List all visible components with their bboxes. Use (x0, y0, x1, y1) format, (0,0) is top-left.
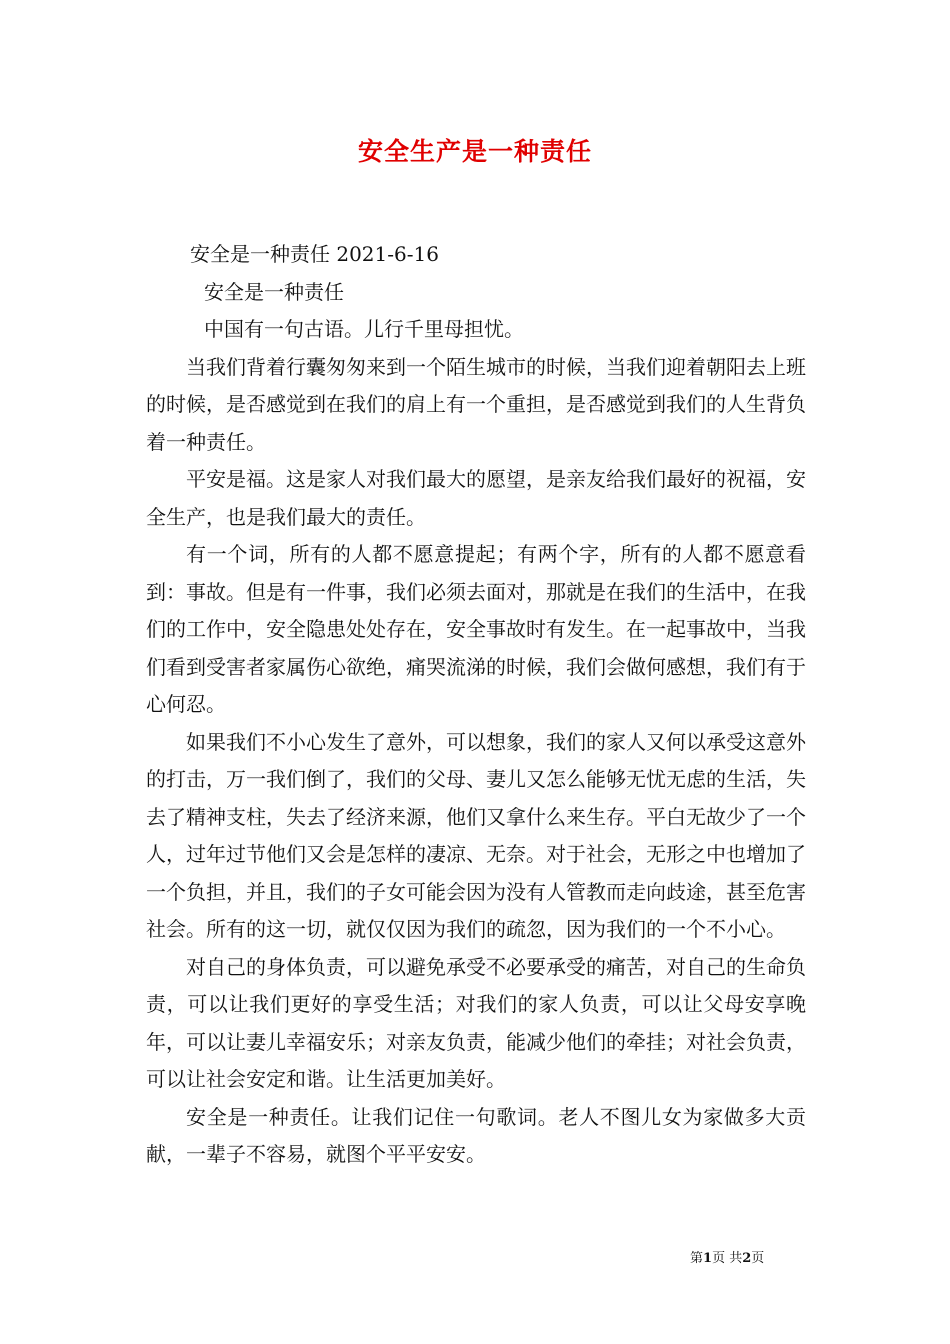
footer-prefix: 第 (690, 1251, 704, 1266)
footer-total-pages: 2 (742, 1251, 752, 1266)
paragraph: 有一个词，所有的人都不愿意提起；有两个字，所有的人都不愿意看到：事故。但是有一件事，我们必须去面对，那就是在我们的生活中，在我们的工作中，安全隐患处处存在，安全事故时有发生。在一起事故中，当我们看到受害者家属伤心欲绝，痛哭流涕的时候，我们会做何感想，我们有于心何忍。 (146, 542, 806, 716)
paragraph-date-line: 安全是一种责任 2021-6-16 (190, 242, 439, 266)
paragraph-subtitle: 安全是一种责任 (204, 279, 344, 304)
footer-middle: 页 共 (712, 1251, 743, 1266)
footer-current-page: 1 (703, 1251, 713, 1266)
paragraph: 安全是一种责任。让我们记住一句歌词。老人不图儿女为家做多大贡献，一辈子不容易，就图个平平安安。 (146, 1104, 806, 1166)
document-body (146, 236, 806, 1174)
document-title: 安全生产是一种责任 (357, 137, 592, 166)
paragraph: 平安是福。这是家人对我们最大的愿望，是亲友给我们最好的祝福，安全生产，也是我们最大的责任。 (146, 467, 806, 529)
page-footer (690, 1247, 764, 1266)
paragraph-proverb: 中国有一句古语。儿行千里母担忧。 (204, 317, 524, 341)
paragraph: 当我们背着行囊匆匆来到一个陌生城市的时候，当我们迎着朝阳去上班的时候，是否感觉到在我们的肩上有一个重担，是否感觉到我们的人生背负着一种责任。 (146, 354, 806, 454)
footer-suffix: 页 (751, 1251, 765, 1266)
paragraph: 对自己的身体负责，可以避免承受不必要承受的痛苦，对自己的生命负责，可以让我们更好的享受生活；对我们的家人负责，可以让父母安享晚年，可以让妻儿幸福安乐；对亲友负责，能减少他们的牵挂；对社会负责，可以让社会安定和谐。让生活更加美好。 (146, 954, 806, 1091)
paragraph: 如果我们不小心发生了意外，可以想象，我们的家人又何以承受这意外的打击，万一我们倒了，我们的父母、妻儿又怎么能够无忧无虑的生活，失去了精神支柱，失去了经济来源，他们又拿什么来生存。平白无故少了一个人，过年过节他们又会是怎样的凄凉、无奈。对于社会，无形之中也增加了一个负担，并且，我们的子女可能会因为没有人管教而走向歧途，甚至危害社会。所有的这一切，就仅仅因为我们的疏忽，因为我们的一个不小心。 (146, 729, 806, 941)
